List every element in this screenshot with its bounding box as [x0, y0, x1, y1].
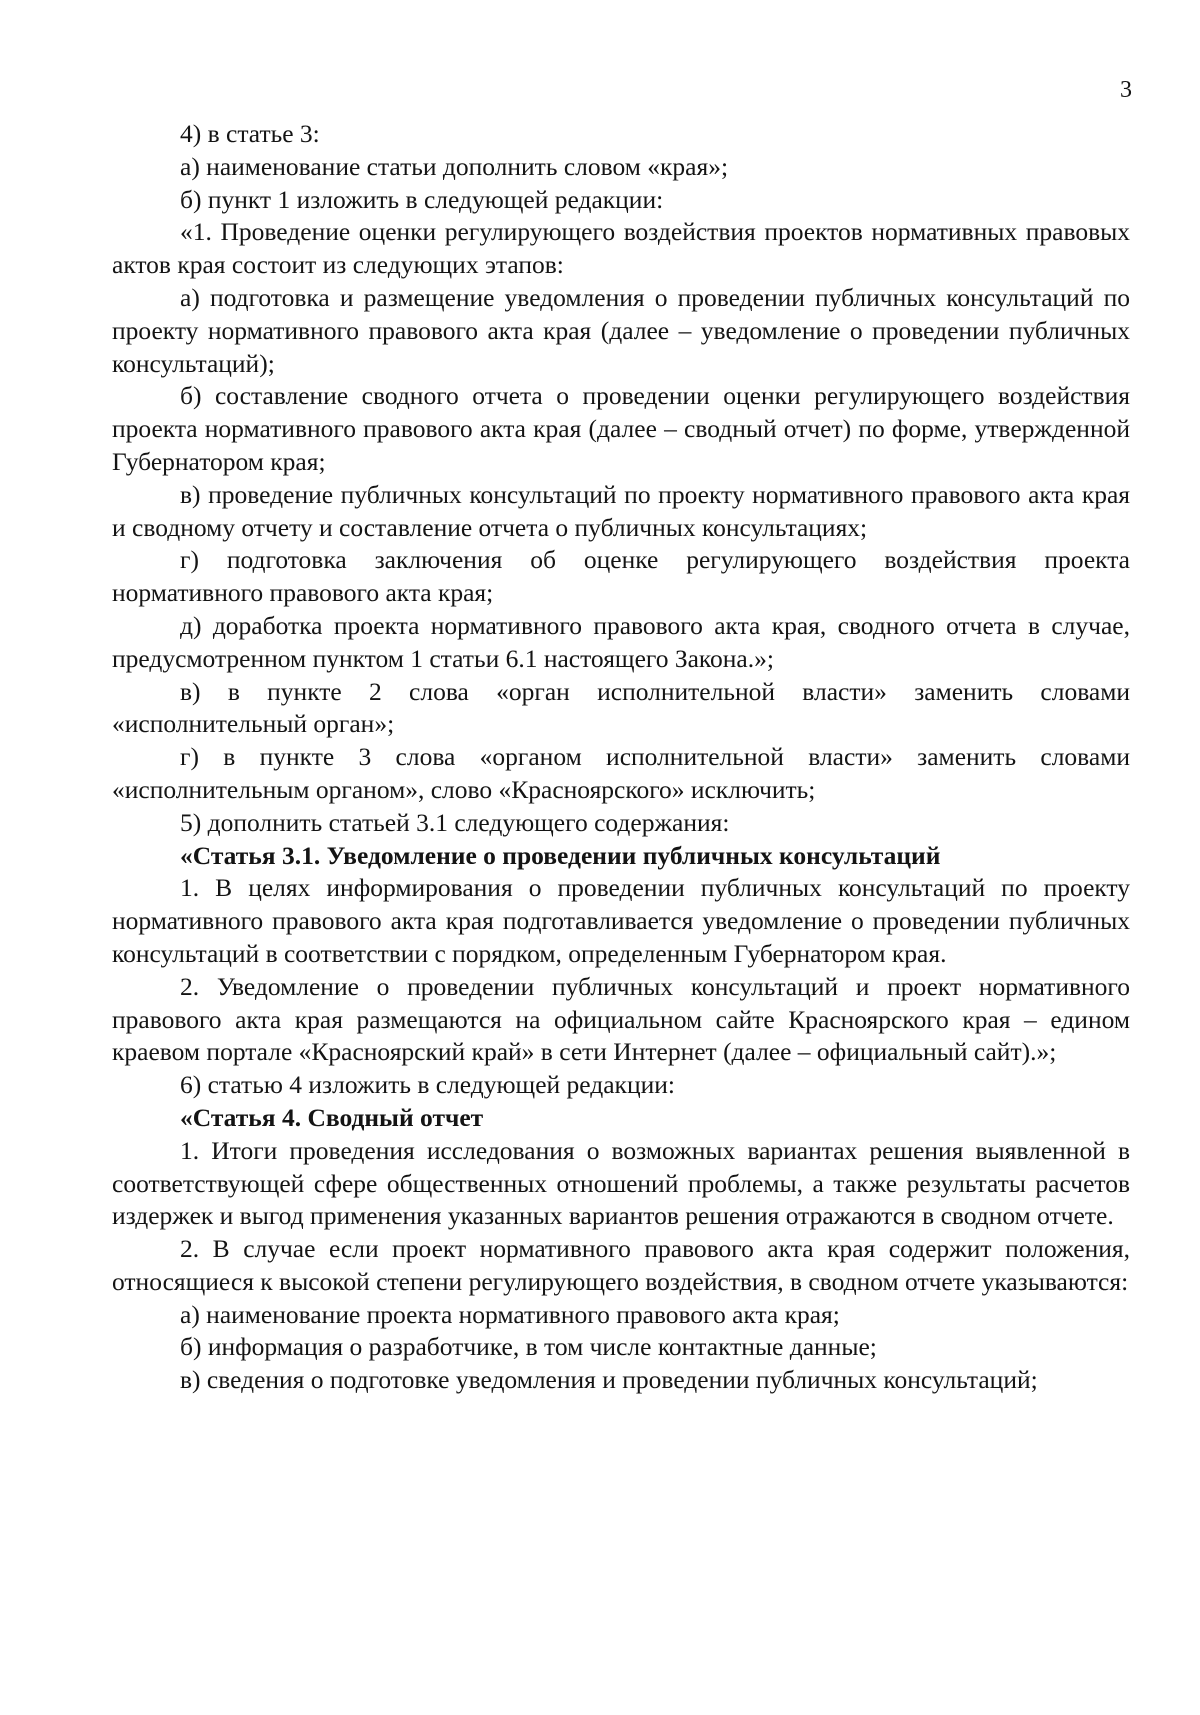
page-number: 3 — [1120, 77, 1132, 103]
paragraph: «1. Проведение оценки регулирующего воздействия проектов нормативных правовых актов края состоит из следующих этапов: — [112, 217, 1130, 280]
paragraph: 4) в статье 3: — [180, 119, 320, 148]
paragraph: в) в пункте 2 слова «орган исполнительной власти» заменить словами «исполнительный орган»; — [112, 676, 1130, 739]
article-heading: «Статья 3.1. Уведомление о проведении публичных консультаций — [180, 840, 941, 870]
document-body — [112, 118, 1130, 1397]
paragraph: 5) дополнить статьей 3.1 следующего содержания: — [180, 807, 730, 837]
paragraph: в) сведения о подготовке уведомления и проведении публичных консультаций; — [180, 1365, 1038, 1395]
paragraph: а) наименование статьи дополнить словом «края»; — [180, 151, 729, 181]
paragraph: 1. Итоги проведения исследования о возможных вариантах решения выявленной в соответствующей сфере общественных отношений проблемы, а также результаты расчетов издержек и выгод применения указанных вариантов решения отражаются в сводном отчете. — [112, 1135, 1130, 1231]
paragraph: 2. Уведомление о проведении публичных консультаций и проект нормативного правового акта края размещаются на официальном сайте Красноярского края – едином краевом портале «Красноярский край» в сети Интернет (далее – официальный сайт).»; — [112, 971, 1130, 1067]
paragraph: г) в пункте 3 слова «органом исполнительной власти» заменить словами «исполнительным органом», слово «Красноярского» исключить; — [112, 742, 1130, 804]
paragraph: д) доработка проекта нормативного правового акта края, сводного отчета в случае, предусмотренном пунктом 1 статьи 6.1 настоящего Закона.»; — [112, 610, 1130, 673]
paragraph: а) наименование проекта нормативного правового акта края; — [180, 1299, 840, 1329]
paragraph: б) пункт 1 изложить в следующей редакции: — [180, 184, 664, 214]
paragraph: б) составление сводного отчета о проведении оценки регулирующего воздействия проекта нормативного правового акта края (далее – сводный отчет) по форме, утвержденной Губернатором края; — [112, 381, 1130, 476]
paragraph: 2. В случае если проект нормативного правового акта края содержит положения, относящиеся к высокой степени регулирующего воздействия, в сводном отчете указываются: — [112, 1234, 1130, 1296]
paragraph: 1. В целях информирования о проведении публичных консультаций по проекту нормативного правового акта края подготавливается уведомление о проведении публичных консультаций в соответствии с порядком, определенным Губернатором края. — [112, 873, 1130, 968]
article-heading: «Статья 4. Сводный отчет — [180, 1102, 484, 1132]
paragraph: б) информация о разработчике, в том числе контактные данные; — [180, 1332, 877, 1362]
paragraph: а) подготовка и размещение уведомления о проведении публичных консультаций по проекту нормативного правового акта края (далее – уведомление о проведении публичных консультаций); — [112, 282, 1130, 378]
paragraph: в) проведение публичных консультаций по проекту нормативного правового акта края и сводному отчету и составление отчета о публичных консультациях; — [112, 479, 1130, 542]
paragraph: 6) статью 4 изложить в следующей редакции: — [180, 1070, 675, 1100]
paragraph: г) подготовка заключения об оценке регулирующего воздействия проекта нормативного правового акта края; — [112, 545, 1130, 608]
